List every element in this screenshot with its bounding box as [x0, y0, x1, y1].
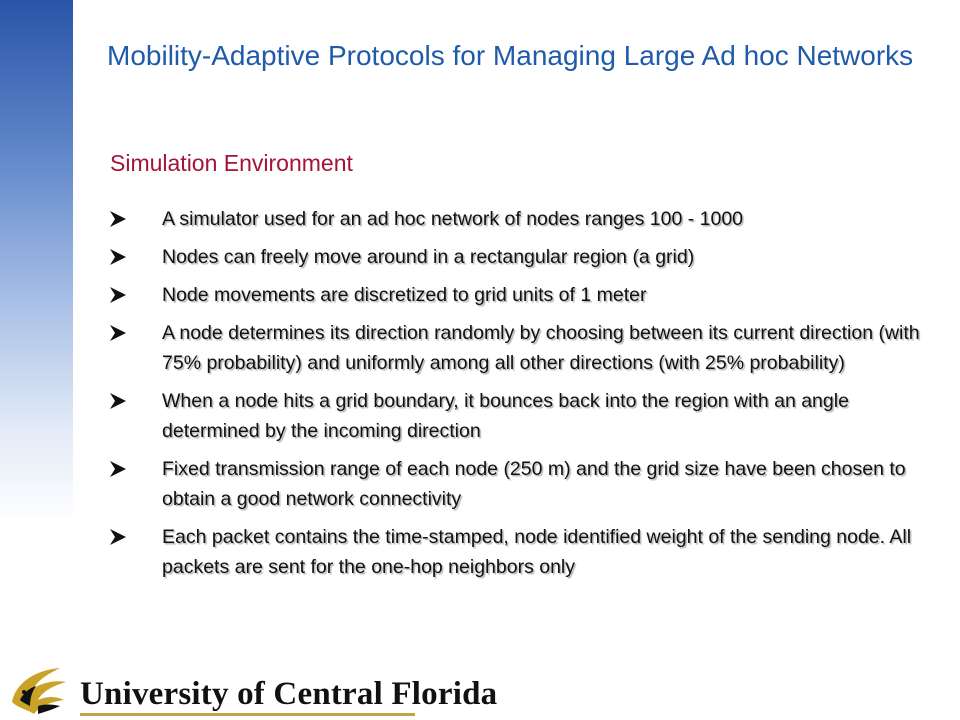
arrow-bullet-icon [108, 323, 128, 343]
pegasus-logo-icon [8, 662, 74, 718]
bullet-item [108, 522, 928, 582]
slide-title: Mobility-Adaptive Protocols for Managing Large Ad hoc Networks [107, 40, 914, 71]
bullet-item [108, 318, 928, 378]
bullet-text: A node determines its direction randomly by choosing between its current direction (with 75% probability) and uniformly among all other directions (with 25% probability) [162, 322, 920, 374]
arrow-bullet-icon [108, 391, 128, 411]
bullet-text: Fixed transmission range of each node (250 m) and the grid size have been chosen to obtain a good network connectivity [162, 458, 906, 510]
bullet-item [108, 204, 928, 234]
bullet-item [108, 386, 928, 446]
arrow-bullet-icon [108, 209, 128, 229]
bullet-text: When a node hits a grid boundary, it bounces back into the region with an angle determined by the incoming direction [162, 390, 849, 442]
bullet-text: Node movements are discretized to grid units of 1 meter [162, 284, 647, 306]
bullet-text: A simulator used for an ad hoc network of nodes ranges 100 - 1000 [162, 208, 744, 230]
bullet-list [108, 204, 928, 590]
slide-subtitle: Simulation Environment [110, 150, 353, 176]
footer-gold-rule [80, 713, 415, 716]
arrow-bullet-icon [108, 247, 128, 267]
arrow-bullet-icon [108, 527, 128, 547]
bullet-text: Each packet contains the time-stamped, node identified weight of the sending node. All packets are sent for the one-hop neighbors only [162, 526, 912, 578]
bullet-item [108, 242, 928, 272]
arrow-bullet-icon [108, 285, 128, 305]
left-gradient-bar [0, 0, 73, 525]
university-wordmark: University of Central Florida [80, 676, 498, 712]
arrow-bullet-icon [108, 459, 128, 479]
bullet-item [108, 454, 928, 514]
bullet-text: Nodes can freely move around in a rectangular region (a grid) [162, 246, 695, 268]
bullet-item [108, 280, 928, 310]
